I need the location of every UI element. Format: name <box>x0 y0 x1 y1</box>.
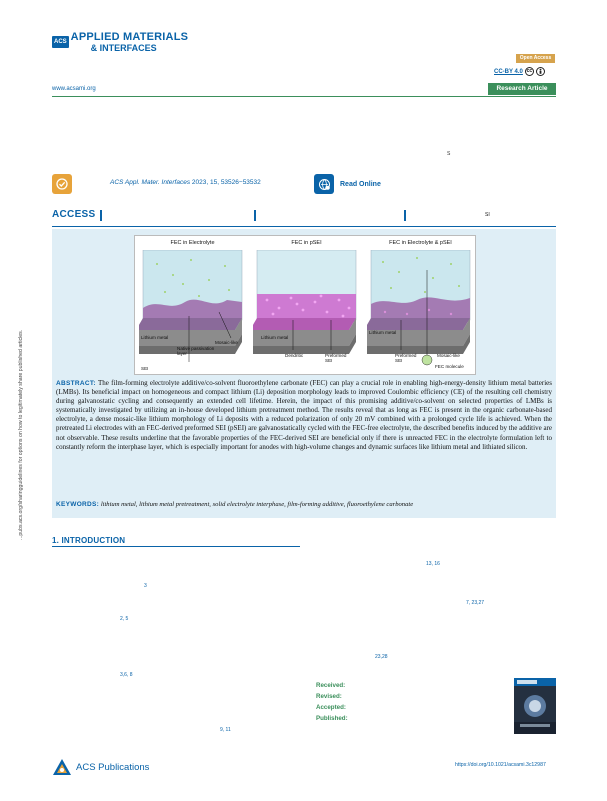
toc-panel-psei <box>253 240 360 372</box>
reference-link[interactable]: 9, 11 <box>220 727 231 733</box>
access-separator <box>254 210 256 221</box>
read-online-button[interactable] <box>314 174 381 194</box>
panel-title: FEC in pSEI <box>291 240 322 246</box>
label-preformed-sei: Preformed SEI <box>325 353 347 363</box>
citation-journal: ACS Appl. Mater. Interfaces <box>110 179 191 186</box>
toc-panel-electrolyte <box>139 240 246 372</box>
panel-title: FEC in Electrolyte & pSEI <box>389 240 452 246</box>
toc-panel-electrolyte-psei <box>367 240 474 372</box>
reference-link[interactable]: 13, 16 <box>426 561 440 567</box>
label-lithium-metal: Lithium metal <box>369 330 397 335</box>
label-lithium-metal: Lithium metal <box>141 335 169 340</box>
header-divider <box>52 96 556 97</box>
history-accepted: Accepted: <box>316 704 346 711</box>
label-lithium-metal: Lithium metal <box>261 335 289 340</box>
access-separator <box>404 210 406 221</box>
abstract-body: The film-forming electrolyte additive/co-solvent fluoroethylene carbonate (FEC) can play a crucial role in enabling high-energy-density lithium metal batteries (LMBs). Its beneficial impact on homogeneous and compact lithium (Li) deposition morphology leads to improved Coulombic efficiency (CE) of the resulting cell chemistry during galvanostatic cycling and consequently an extended cell lifetime. Herein, the impact of this promising additive/co-solvent on selected properties of LMBs is systematically investigated by utilizing an in-house developed lithium pretreatment method. The results reveal that as long as FEC is present in the organic carbonate-based electrolyte, a dense mosaic-like lithium morphology of Li deposits with a reduced polarization of only 20 mV combined with a prolonged cycle life is achieved. When the pretreated Li electrodes with an FEC-derived preformed SEI (pSEI) are galvanostatically cycled with the FEC-free electrolyte, the described benefits induced by the additive are not observable. These results underline that the favorable properties of the FEC-derived SEI are beneficial only if there is unreacted FEC in the electrolyte formulation left to constantly reform the interphase layer, which is especially important for anodes with high-volume changes and dynamic surfaces like lithium metal and lithiated silicon. <box>56 379 553 451</box>
label-fec-molecule: FEC molecule <box>435 364 464 369</box>
history-published: Published: <box>316 715 348 722</box>
open-access-badge[interactable]: Open Access <box>516 54 555 63</box>
label-sei: SEI <box>141 366 149 371</box>
label-preformed-sei: Preformed SEI <box>395 353 417 363</box>
toc-graphic <box>134 235 476 375</box>
history-received: Received: <box>316 682 346 689</box>
label-mosaic-like: Mosaic-like <box>215 340 238 345</box>
read-online-label: Read Online <box>340 180 381 188</box>
history-revised: Revised: <box>316 693 342 700</box>
abstract <box>56 379 552 452</box>
access-label: ACCESS <box>52 209 96 220</box>
globe-icon <box>314 174 334 194</box>
keywords <box>56 501 552 508</box>
article-history <box>316 680 348 724</box>
label-dendritic: Dendritic <box>285 353 304 358</box>
journal-name <box>71 31 188 53</box>
license-link[interactable]: CC-BY 4.0 <box>494 68 523 75</box>
footer-brand: ACS Publications <box>76 761 150 773</box>
by-icon <box>536 67 545 76</box>
site-url[interactable]: www.acsami.org <box>52 86 96 92</box>
reference-link[interactable]: 23,28 <box>375 654 388 660</box>
doi-link[interactable]: https://doi.org/10.1021/acsami.3c12987 <box>455 762 546 768</box>
panel-title: FEC in Electrolyte <box>170 240 215 246</box>
access-divider <box>52 226 556 227</box>
label-native-passivation: Native passivation layer <box>177 346 215 356</box>
journal-logo[interactable] <box>52 30 188 54</box>
access-separator <box>100 210 102 221</box>
label-mosaic-like: Mosaic-like <box>437 353 460 358</box>
title-superscript: S <box>447 151 451 157</box>
abstract-heading: ABSTRACT: <box>56 380 96 387</box>
journal-cover-thumbnail[interactable] <box>514 678 556 734</box>
reference-link[interactable]: 3,6, 8 <box>120 672 133 678</box>
cite-check-icon[interactable] <box>52 174 72 194</box>
journal-name-line1: APPLIED MATERIALS <box>70 31 189 43</box>
citation[interactable] <box>110 179 261 186</box>
acs-triangle-icon <box>52 758 72 776</box>
keywords-heading: KEYWORDS: <box>56 501 100 508</box>
journal-name-line2: & INTERFACES <box>90 43 157 53</box>
keywords-list: lithium metal, lithium metal pretreatment, solid electrolyte interphase, film-forming additive, fluoroethylene carbonate <box>100 501 414 508</box>
citation-details: 2023, 15, 53526−53532 <box>191 179 261 186</box>
article-type-badge: Research Article <box>488 83 556 95</box>
side-sharing-note: ...pubs.acs.org/sharingguidelines for options on how to legitimately share published articles. <box>18 329 24 540</box>
supporting-info-mark[interactable]: SI <box>485 212 490 218</box>
abstract-box <box>52 229 556 518</box>
reference-link[interactable]: 7, 23,27 <box>466 600 485 606</box>
reference-link[interactable]: 2, 5 <box>120 616 129 622</box>
acs-publications-logo[interactable] <box>52 758 149 776</box>
section-heading-introduction: 1. INTRODUCTION <box>52 536 126 545</box>
acs-badge: ACS <box>52 36 69 48</box>
access-bar <box>52 209 556 223</box>
cite-bar <box>52 172 556 196</box>
section-divider <box>52 546 300 547</box>
reference-link[interactable]: 3 <box>144 583 147 589</box>
cc-icon: cc <box>526 68 533 74</box>
license-badge[interactable] <box>494 67 545 76</box>
